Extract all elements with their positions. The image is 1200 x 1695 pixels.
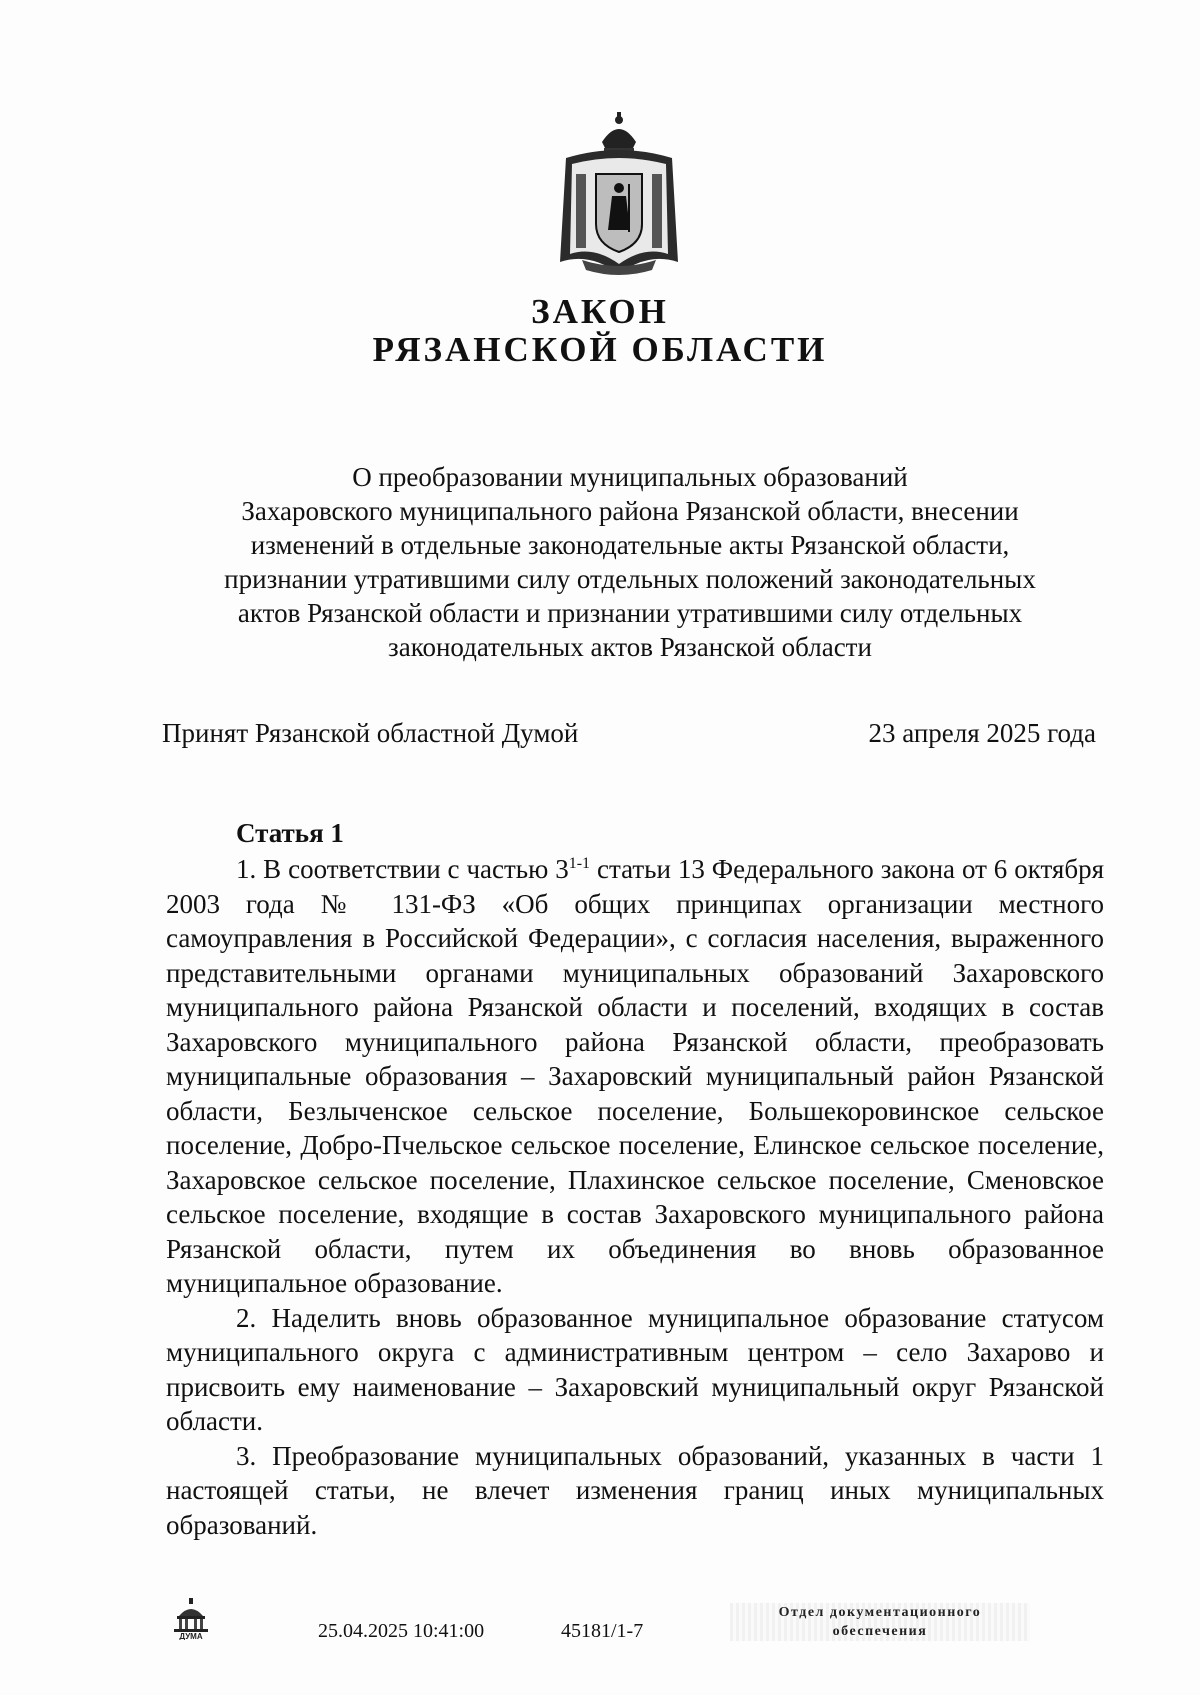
registration-number: 45181/1-7 xyxy=(561,1620,644,1642)
article-body xyxy=(166,852,1104,1542)
department-stamp xyxy=(730,1603,1030,1641)
subject-line: законодательных актов Рязанской области xyxy=(388,632,872,662)
subject-line: актов Рязанской области и признании утратившими силу отдельных xyxy=(237,598,1023,628)
superscript-part-number: 1-1 xyxy=(568,855,591,872)
logo-text: ДУМА xyxy=(179,1632,203,1640)
law-subject xyxy=(160,460,1100,664)
registration-timestamp: 25.04.2025 10:41:00 xyxy=(318,1620,485,1642)
duma-logo-icon xyxy=(170,1598,212,1640)
department-stamp-line: Отдел документационного xyxy=(778,1605,982,1620)
ryazan-coat-of-arms-icon xyxy=(552,112,686,280)
region-title: РЯЗАНСКОЙ ОБЛАСТИ xyxy=(372,330,828,369)
article-paragraph-1 xyxy=(166,852,1104,1301)
paragraph-text: 1. В соответствии с частью 3 xyxy=(236,854,569,884)
subject-line: Захаровского муниципального района Рязанской области, внесении xyxy=(241,496,1019,526)
subject-line: О преобразовании муниципальных образований xyxy=(352,462,908,492)
adoption-date: 23 апреля 2025 года xyxy=(868,718,1096,748)
paragraph-text: статьи 13 Федерального закона от 6 октября 2003 года № 131-ФЗ «Об общих принципах организации местного самоуправления в Российской Федерации», с согласия населения, выраженного представительными органами муниципальных образований Захаровского муниципального района Рязанской области и поселений, входящих в состав Захаровского муниципального района Рязанской области, преобразовать муниципальные образования – Захаровский муниципальный район Рязанской области, Безлыченское сельское поселение, Большекоровинское сельское поселение, Добро-Пчельское сельское поселение, Елинское сельское поселение, Захаровское сельское поселение, Плахинское сельское поселение, Сменовское сельское поселение, входящие в состав Захаровского муниципального района Рязанской области, путем их объединения во вновь образованное муниципальное образование. xyxy=(166,854,1104,1298)
article-paragraph-3: 3. Преобразование муниципальных образований, указанных в части 1 настоящей статьи, не влечет изменения границ иных муниципальных образований. xyxy=(166,1440,1104,1540)
subject-line: признании утратившими силу отдельных положений законодательных xyxy=(224,564,1036,594)
article-paragraph-2: 2. Наделить вновь образованное муниципальное образование статусом муниципального округа с административным центром – село Захарово и присвоить ему наименование – Захаровский муниципальный округ Рязанской области. xyxy=(166,1302,1104,1436)
department-stamp-line: обеспечения xyxy=(832,1624,928,1639)
article-heading: Статья 1 xyxy=(236,818,344,848)
adopted-by: Принят Рязанской областной Думой xyxy=(162,718,579,748)
law-title: ЗАКОН xyxy=(531,292,669,331)
subject-line: изменений в отдельные законодательные акты Рязанской области, xyxy=(250,530,1010,560)
